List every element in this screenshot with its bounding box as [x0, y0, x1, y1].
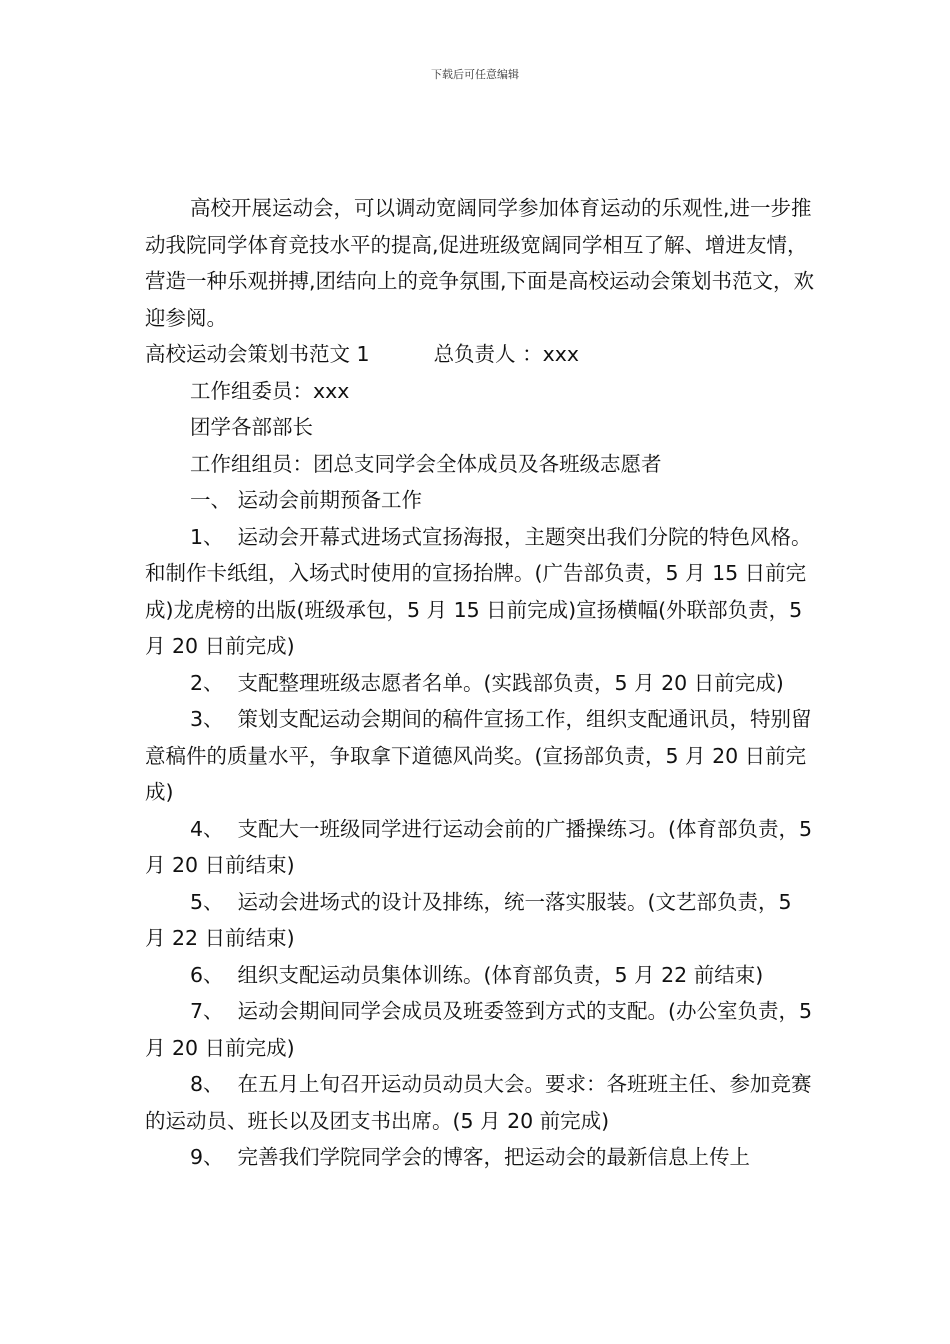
item-text: 运动会开幕式进场式宣扬海报，主题突出我们分院的特色风格。和制作卡纸组，入场式时使用的宣扬抬牌。(广告部负责，5 月 15 日前完成)龙虎榜的出版(班级承包，5 月 15 日前完成)宣扬横幅(外联部负责，5 月 20 日前完成)	[145, 524, 812, 658]
item-text: 支配大一班级同学进行运动会前的广播操练习。(体育部负责，5 月 20 日前结束)	[145, 816, 813, 877]
item-text: 组织支配运动员集体训练。(体育部负责，5 月 22 前结束)	[237, 962, 764, 987]
list-item	[145, 701, 815, 811]
page-header-note: 下载后可任意编辑	[431, 68, 519, 81]
list-item	[145, 1139, 815, 1176]
item-number: 3、	[190, 707, 224, 731]
list-item	[145, 993, 815, 1066]
members-line: 工作组组员：团总支同学会全体成员及各班级志愿者	[190, 451, 662, 476]
item-text: 支配整理班级志愿者名单。(实践部负责，5 月 20 日前完成)	[237, 670, 784, 695]
list-item	[145, 957, 815, 994]
list-item	[145, 519, 815, 665]
item-text: 运动会进场式的设计及排练，统一落实服装。(文艺部负责，5 月 22 日前结束)	[145, 889, 792, 950]
committee-line: 工作组委员：xxx	[190, 378, 350, 403]
document-title: 高校运动会策划书范文 1	[145, 342, 370, 366]
ministers-line: 团学各部部长	[190, 415, 313, 439]
item-number: 5、	[190, 889, 224, 914]
title-line	[145, 336, 815, 373]
list-item	[145, 665, 815, 702]
item-text: 完善我们学院同学会的博客，把运动会的最新信息上传上	[237, 1145, 751, 1169]
item-text: 在五月上旬召开运动员动员大会。要求：各班班主任、参加竞赛的运动员、班长以及团支书出席。(5 月 20 前完成)	[145, 1072, 812, 1133]
list-item	[145, 1066, 815, 1139]
document-body	[145, 190, 815, 1176]
intro-paragraph: 高校开展运动会，可以调动宽阔同学参加体育运动的乐观性,进一步推动我院同学体育竞技水平的提高,促进班级宽阔同学相互了解、增进友情，营造一种乐观拼搏,团结向上的竞争氛围,下面是高校运动会策划书范文，欢迎参阅。	[145, 196, 815, 330]
chief-person: 总负责人 ：xxx	[433, 342, 579, 366]
list-item	[145, 884, 815, 957]
item-number: 7、	[190, 999, 224, 1023]
item-number: 8、	[190, 1072, 224, 1096]
section-heading: 一、 运动会前期预备工作	[190, 488, 423, 512]
item-text: 运动会期间同学会成员及班委签到方式的支配。(办公室负责，5 月 20 日前完成)	[145, 999, 813, 1060]
item-number: 9、	[190, 1145, 224, 1169]
item-number: 6、	[190, 962, 224, 987]
item-number: 4、	[190, 816, 224, 841]
item-number: 2、	[190, 670, 224, 695]
item-text: 策划支配运动会期间的稿件宣扬工作，组织支配通讯员，特别留意稿件的质量水平，争取拿下道德风尚奖。(宣扬部负责，5 月 20 日前完成)	[145, 707, 812, 804]
item-number: 1、	[190, 524, 224, 549]
list-item	[145, 811, 815, 884]
